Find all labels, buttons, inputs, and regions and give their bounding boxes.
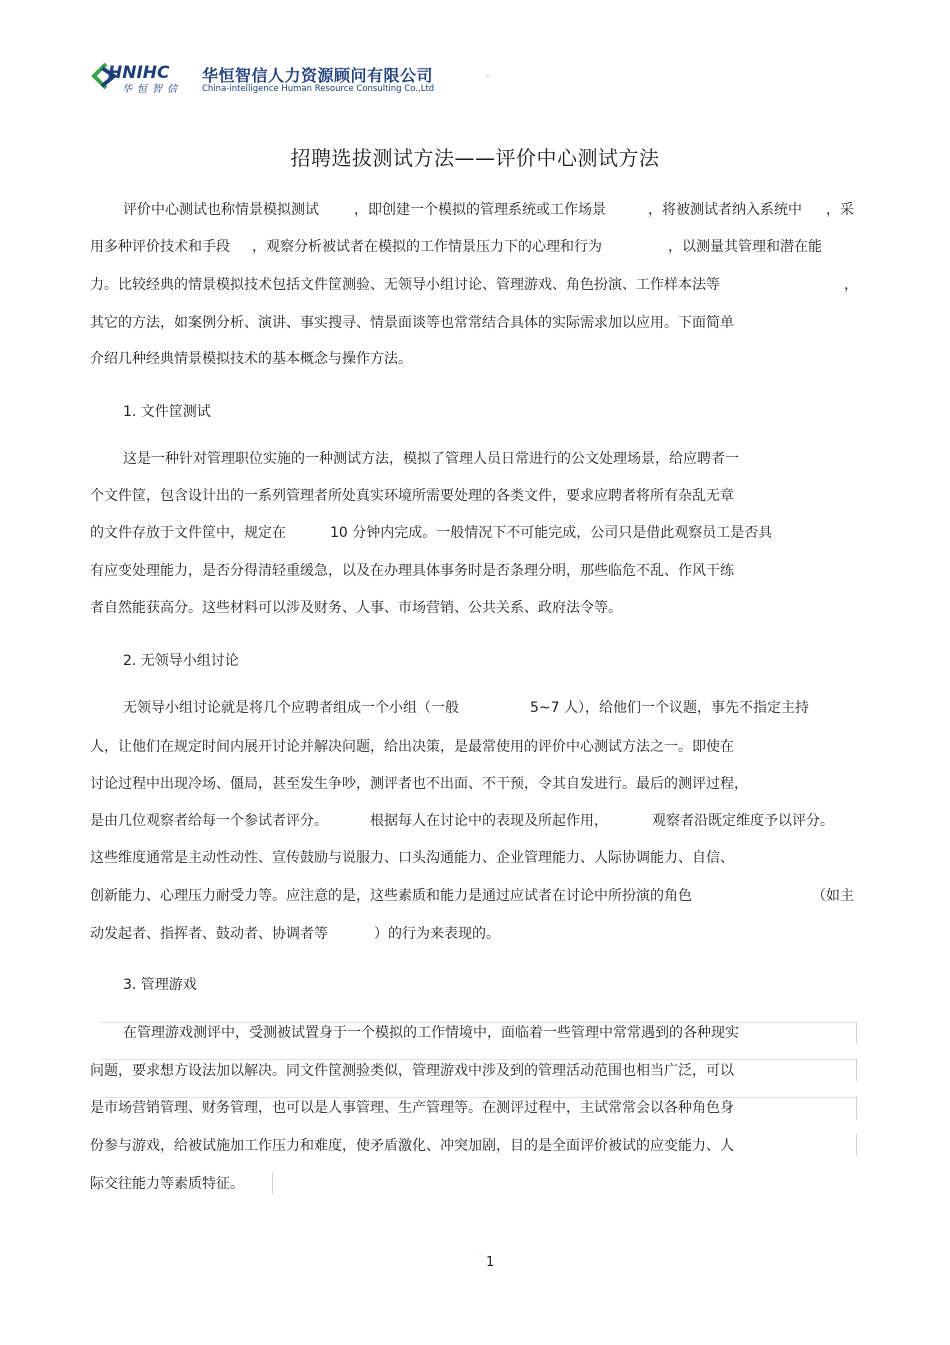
- intro-line-2a: 用多种评价技术和手段: [90, 239, 230, 255]
- logo-tagline: 华恒智信: [122, 84, 182, 95]
- s2-line-2: 人，让他们在规定时间内展开讨论并解决问题，给出决策，是最常使用的评价中心测试方法之一。即使在: [90, 739, 734, 755]
- s2-line-1a: 无领导小组讨论就是将几个应聘者组成一个小组（一般: [123, 700, 459, 716]
- intro-line-3a: 力。比较经典的情景模拟技术包括文件筐测验、无领导小组讨论、管理游戏、角色扮演、工作样本法等: [90, 277, 720, 293]
- header-dot: 。: [486, 69, 494, 78]
- s3-line-1: 在管理游戏测评中，受测被试置身于一个模拟的工作情境中，面临着一些管理中常常遇到的各种现实: [123, 1025, 739, 1041]
- table-rule: [856, 1134, 857, 1156]
- s2-line-3: 讨论过程中出现冷场、僵局，甚至发生争吵，测评者也不出面、不干预，令其自发进行。最后的测评过程，: [90, 776, 748, 792]
- s2-line-6a: 创新能力、心理压力耐受力等。应注意的是，这些素质和能力是通过应试者在讨论中所扮演的角色: [90, 888, 692, 904]
- table-rule: [100, 1059, 857, 1060]
- s1-line-4: 有应变处理能力，是否分得清轻重缓急，以及在办理具体事务时是否条理分明，那些临危不乱、作风干练: [90, 563, 734, 579]
- intro-line-2b: ，观察分析被试者在模拟的工作情景压力下的心理和行为: [252, 239, 602, 255]
- s1-line-2: 个文件筐，包含设计出的一系列管理者所处真实环境所需要处理的各类文件，要求应聘者将所有杂乱无章: [90, 488, 734, 504]
- s1-line-5: 者自然能获高分。这些材料可以涉及财务、人事、市场营销、公共关系、政府法令等。: [90, 600, 622, 616]
- intro-line-5: 介绍几种经典情景模拟技术的基本概念与操作方法。: [90, 351, 412, 367]
- table-rule: [272, 1172, 273, 1194]
- intro-line-1c: ，将被测试者纳入系统中: [648, 202, 802, 218]
- page-title: 招聘选拔测试方法——评价中心测试方法: [290, 146, 660, 170]
- s2-line-4c: 观察者沿既定维度予以评分。: [652, 813, 834, 829]
- intro-line-2c: ，以测量其管理和潜在能: [668, 239, 822, 255]
- s2-line-7b: ）的行为来表现的。: [374, 926, 500, 942]
- s3-line-2: 问题，要求想方设法加以解决。同文件筐测验类似，管理游戏中涉及到的管理活动范围也相当广泛，可以: [90, 1063, 734, 1079]
- s2-line-7a: 动发起者、指挥者、鼓动者、协调者等: [90, 926, 328, 942]
- page-number: 1: [486, 1255, 495, 1270]
- section-heading-2: 2. 无领导小组讨论: [123, 653, 239, 669]
- intro-line-1b: ，即创建一个模拟的管理系统或工作场景: [354, 202, 606, 218]
- s2-line-4b: 根据每人在讨论中的表现及所起作用，: [370, 813, 608, 829]
- s2-line-4a: 是由几位观察者给每一个参试者评分。: [90, 813, 328, 829]
- section-heading-3: 3. 管理游戏: [123, 977, 197, 993]
- s3-line-5: 际交往能力等素质特征。: [90, 1176, 244, 1192]
- intro-line-1d: ，采: [826, 202, 854, 218]
- intro-line-4: 其它的方法，如案例分析、演讲、事实搜寻、情景面谈等也常常结合具体的实际需求加以应用。下面简单: [90, 315, 734, 331]
- table-rule: [856, 1022, 857, 1044]
- table-rule: [856, 1059, 857, 1081]
- intro-line-3b: ，: [844, 277, 858, 293]
- s3-line-3: 是市场营销管理、财务管理，也可以是人事管理、生产管理等。在测评过程中，主试常常会以各种角色身: [90, 1100, 734, 1116]
- intro-line-1a: 评价中心测试也称情景模拟测试: [123, 202, 319, 218]
- s3-line-4: 份参与游戏，给被试施加工作压力和难度，使矛盾激化、冲突加剧，目的是全面评价被试的应变能力、人: [90, 1138, 734, 1154]
- s2-line-5: 这些维度通常是主动性动性、宣传鼓励与说服力、口头沟通能力、企业管理能力、人际协调能力、自信、: [90, 850, 734, 866]
- s2-line-1b: 5~7 人），给他们一个议题，事先不指定主持: [530, 700, 809, 716]
- s1-line-1: 这是一种针对管理职位实施的一种测试方法，模拟了管理人员日常进行的公文处理场景，给应聘者一: [123, 451, 739, 467]
- s2-line-6b: （如主: [812, 888, 854, 904]
- company-name-cn: 华恒智信人力资源顾问有限公司: [202, 66, 434, 85]
- section-heading-1: 1. 文件筐测试: [123, 404, 211, 420]
- svg-text:HNIHC: HNIHC: [108, 63, 170, 83]
- s1-line-3a: 的文件存放于文件筐中，规定在: [90, 525, 286, 541]
- company-name-en: China-intelligence Human Resource Consulting Co.,Ltd: [202, 84, 435, 94]
- page-tick: ·: [479, 1252, 482, 1260]
- s1-line-3b: 10 分钟内完成。一般情况下不可能完成，公司只是借此观察员工是否具: [330, 525, 773, 541]
- table-rule: [856, 1097, 857, 1119]
